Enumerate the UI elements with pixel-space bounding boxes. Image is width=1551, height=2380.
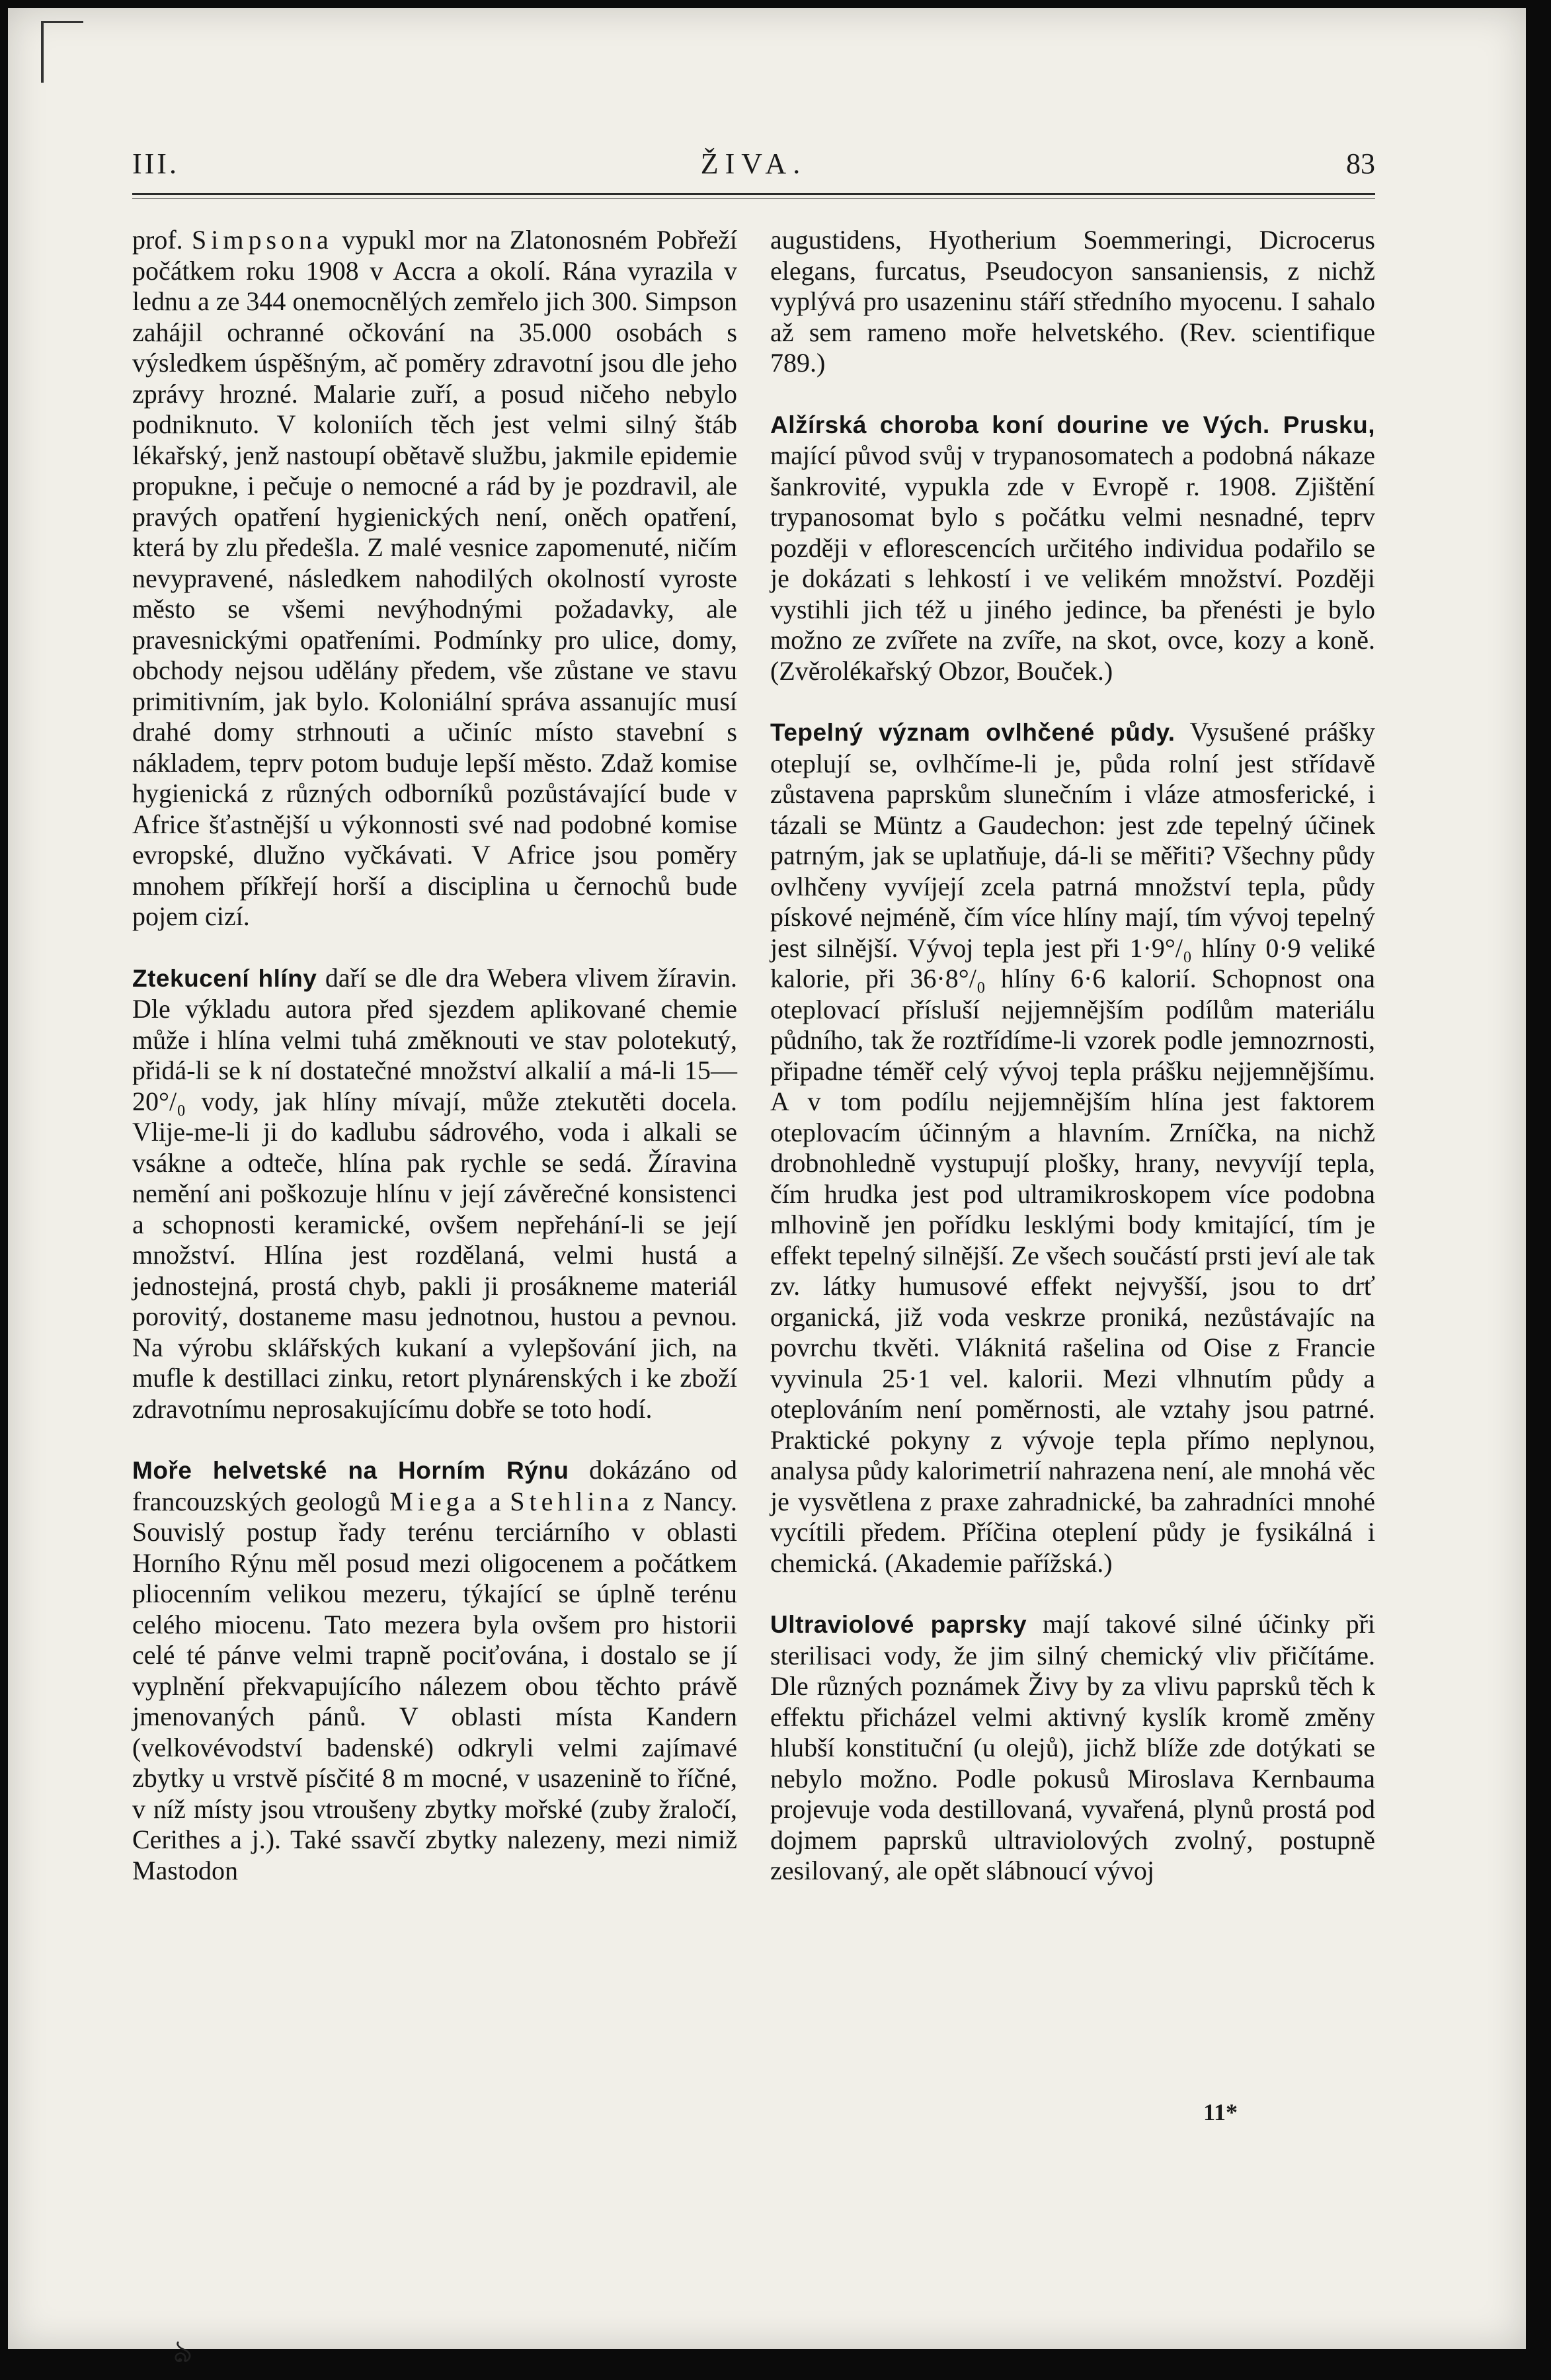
paragraph-clay: Ztekucení hlíny daří se dle dra Webera vlivem žíravin. Dle výkladu autora před sjezdem aplikované chemie může i hlína velmi tuhá změknouti ve stav polotekutý, přidá-li se k ní dostatečné množství alkalií a má-li 15—20°/₀ vody, jak hlíny mívají, může ztekutěti docela. Vlije-me-li ji do kadlubu sádrového, voda i alkali se vsákne a odteče, hlína pak rychle se sedá. Žíravina nemění ani poškozuje hlínu v její závěrečné konsistenci a schopnosti keramické, ovšem nepřehání-li se její množství. Hlína jest rozdělaná, velmi hustá a jednostejná, prostá chyb, pakli ji prosákneme materiál porovitý, dostaneme masu jednotnou, hustou a pevnou. Na výrobu sklářských kukaní a vylepšování jich, na mufle k destillaci zinku, retort plynárenských i ke zboží zdravotnímu neprosakujícímu dobře se toto hodí.: [132, 962, 737, 1424]
running-header: [132, 147, 1375, 186]
header-rule-thin: [132, 198, 1375, 199]
spaced-name: Miega: [389, 1486, 481, 1516]
volume-number: III.: [132, 147, 179, 180]
page-number: 83: [1346, 147, 1375, 180]
paragraph-ultraviolet: Ultraviolové paprsky mají takové silné účinky při sterilisaci vody, že jim silný chemický vliv přičítáme. Dle různých poznámek Živy by za vlivu paprsků těch k effektu přicházel velmi aktivný kyslík kromě změny hlubší konstituční (u olejů), jichž blíže zde dotýkati se nebylo možno. Podle pokusů Miroslava Kernbauma projevuje voda destillovaná, vyvařená, plynů prostá pod dojmem paprsků ultraviolových zvolný, postupně zesilovaný, ale opět slábnoucí vývoj: [770, 1609, 1376, 1885]
paragraph-continuation: augustidens, Hyotherium Soemmeringi, Dicrocerus elegans, furcatus, Pseudocyon sansaniensis, z nichž vyplývá pro usazeninu stáří středního myocenu. I sahalo až sem rameno moře helvetského. (Rev. scientifique 789.): [770, 225, 1375, 378]
spaced-name: Simpsona: [192, 225, 333, 255]
paragraph-dourine: Alžírská choroba koní dourine ve Vých. Prusku, mající původ svůj v trypanosomatech a podobná nákaze šankrovité, vypukla zde v Evropě r. 1908. Zjištění trypanosomat bylo s počátku velmi nesnadné, teprv později v eflorescencích určitého individua podařilo se je dokázati s lehkostí i ve velikém množství. Později vystihli jich též u jiného jedince, ba přenésti je bylo možno ze zvířete na zvíře, na skot, ovce, kozy a koně. (Zvěrolékařský Obzor, Bouček.): [770, 411, 1375, 686]
bottom-ornament: ঌ: [173, 2334, 192, 2369]
left-column: [132, 225, 737, 1886]
header-rule: [132, 193, 1375, 195]
signature-mark: 11*: [1203, 2099, 1238, 2125]
page-corner-fold: [41, 21, 83, 83]
section-heading: Ztekucení hlíny: [132, 964, 317, 992]
section-heading: Tepelný význam ovlhčené půdy.: [770, 719, 1175, 746]
paragraph-soil-heat: Tepelný význam ovlhčené půdy. Vysušené prášky oteplují se, ovlhčíme-li je, půda rolní jest střídavě zůstavena paprskům slunečním i vláze atmosferické, i tázali se Müntz a Gaudechon: jest zde tepelný účinek patrným, jak se uplatňuje, dá-li se měřiti? Všechny půdy ovlhčeny vyvíjejí zcela patrná množství tepla, půdy pískové nejméně, čím více hlíny mají, tím vývoj tepelný jest silnější. Vývoj tepla jest při 1·9°/₀ hlíny 0·9 veliké kalorie, při 36·8°/₀ hlíny 6·6 kalorií. Schopnost ona oteplovací přísluší nejjemnějším podílům materiálu půdního, tak že roztřídíme-li vzorek podle jemnozrnosti, připadne téměř celý vývoj tepla prášku nejjemnějšímu. A v tom podílu nejjemnějším hlína jest faktorem oteplovacím účinným a hlavním. Zrníčka, na nichž drobnohledně vystupují plošky, hrany, nevyvíjí tepla, čím hrudka jest pod ultramikroskopem více podobna mlhovině jen pořídku lesklými body kmitající, tím je effekt tepelný silnější. Ze všech součástí prsti jeví ale tak zv. látky humusové effekt nejvyšší, jsou to drť organická, již voda veskrze proniká, nezůstávajíc na povrchu tkvěti. Vláknitá rašelina od Oise z Francie vyvinula 25·1 vel. kalorii. Mezi vlhnutím půdy a oteplováním není poměrnosti, ale vztahy jsou patrné. Praktické pokyny z vývoje tepla přímo neplynou, analysa půdy kalorimetrií nahrazena není, ale mnohá věc je vysvětlena z praxe zahradnické, ba zahradníci mnohé vycítili předem. Příčina oteplení půdy je fysikálná i chemická. (Akademie pařížská.): [770, 717, 1376, 1578]
section-heading: Ultraviolové paprsky: [770, 1611, 1027, 1638]
paragraph-plague: prof. Simpsona vypukl mor na Zlatonosném Pobřeží počátkem roku 1908 v Accra a okolí. Rána vyrazila v lednu a ze 344 onemocnělých zemřelo jich 300. Simpson zahájil ochranné očkování na 35.000 osobách s výsledkem úspěšným, ač poměry zdravotní jsou dle jeho zprávy hrozné. Malarie zuří, a posud ničeho nebylo podniknuto. V koloniích těch jest velmi silný štáb lékařský, jenž nastoupí obětavě službu, jakmile epidemie propukne, i pečuje o nemocné a rád by je pozdravil, ale pravých opatření hygienických není, oněch opatření, která by zlu předešla. Z malé vesnice zapomenuté, ničím nevypravené, následkem nahodilých okolností vyroste město se všemi nevýhodnými požadavky, ale pravesnickými opatřeními. Podmínky pro ulice, domy, obchody nejsou udělány předem, vše zůstane ve stavu primitivním, jak bylo. Koloniální správa assanujíc musí drahé domy strhnouti a učiníc místo stavební s nákladem, teprv potom buduje lepší město. Zdaž komise hygienická z různých odborníků pozůstávající bude v Africe šťastnější u výkonnosti své nad podobné komise evropské, dlužno vyčkávati. V Africe jsou poměry mnohem příkřejí horší a disciplina u černochů bude pojem cizí.: [132, 225, 737, 931]
right-column: [770, 225, 1375, 1887]
spaced-name: Stehlina: [510, 1486, 634, 1516]
section-heading: Alžírská choroba koní dourine ve Vých. Prusku,: [770, 411, 1375, 438]
section-heading: Moře helvetské na Horním Rýnu: [132, 1457, 569, 1484]
journal-title: ŽIVA.: [700, 147, 807, 180]
paragraph-helvetic-sea: Moře helvetské na Horním Rýnu dokázáno od francouzských geologů Miega a Stehlina z Nancy. Souvislý postup řady terénu terciárního v oblasti Horního Rýnu měl posud mezi oligocenem a počátkem pliocenním velikou mezeru, týkající se úplně terénu celého miocenu. Tato mezera byla ovšem pro historii celé té pánve velmi trapně pociťována, i dostalo se jí vyplnění překvapujícího nálezem obou těchto právě jmenovaných pánů. V oblasti místa Kandern (velkovévodství badenské) odkryli velmi zajímavé zbytky u vrstvě písčité 8 m mocné, v usazenině to říčné, v níž místy jsou vtroušeny zbytky mořské (zuby žraločí, Cerithes a j.). Také ssavčí zbytky nalezeny, mezi nimiž Mastodon: [132, 1455, 738, 1885]
